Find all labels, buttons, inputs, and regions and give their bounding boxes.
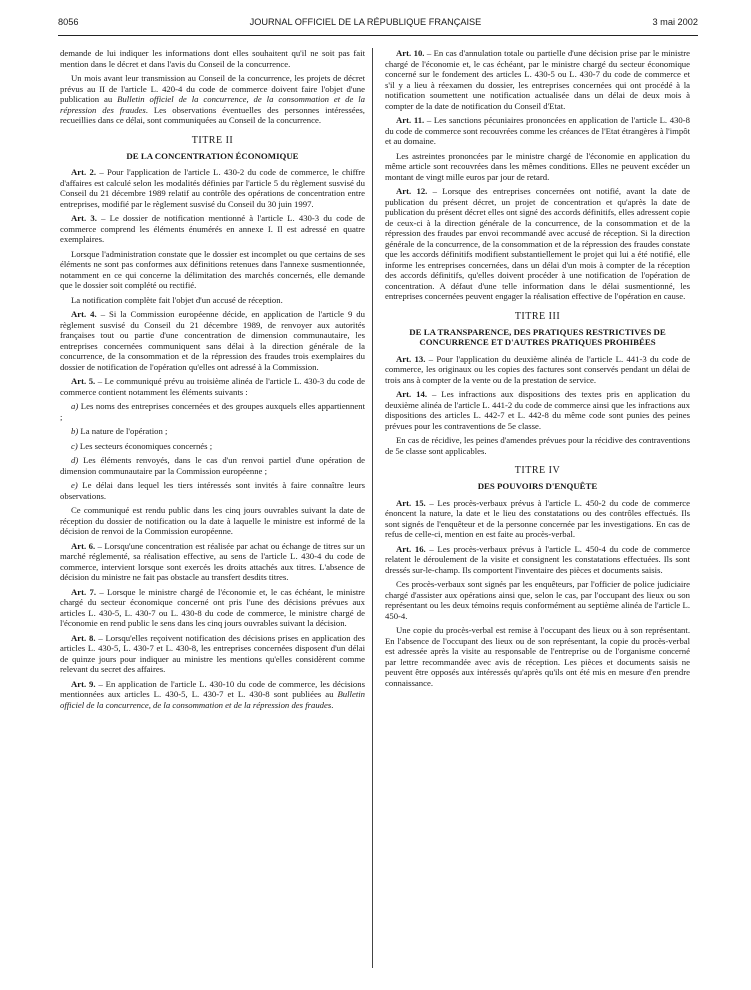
article-4: Art. 4. – Si la Commission européenne décide, en application de l'article 9 du règlement susvisé du Conseil du 21 décembre 1989, de renvoyer aux autorités françaises tout ou partie d'une concentration de dimension communautaire, les entreprises concernées communiquent sans délai à la direction générale de la concurrence, de la consommation et de la répression des fraudes trois exemplaires du dossier de notification de l'opération qu'elles ont adressé à la Commission. — [60, 309, 365, 372]
list-item: c) Les secteurs économiques concernés ; — [71, 440, 213, 451]
title-number: TITRE IV — [514, 465, 561, 476]
article-label: Art. 3. — [71, 213, 97, 223]
article-9: Art. 9. – En application de l'article L. 430-10 du code de commerce, les décisions mentionnées aux articles L. 430-5, L. 430-7 et L. 430-8 sont publiées au Bulletin officiel de la concurrence, de la consommation et de la répression des fraudes. — [60, 678, 365, 710]
article-label: Art. 15. — [396, 497, 426, 508]
article-10: Art. 10. – En cas d'annulation totale ou partielle d'une décision prise par le ministre chargé de l'économie et, le cas échéant, par le ministre chargé du secteur économique concerné sur le fondement des articles L. 430-5 ou L. 430-7 du code de commerce et s'il y a lieu à réexamen du dossier, les entreprises concernées qui ont procédé à la notification soumettent une notification actualisée dans un délai de deux mois à compter de la date de notification du Conseil d'Etat. — [385, 48, 690, 111]
article-label: Art. 7. — [71, 586, 97, 597]
article-label: Art. 14. — [396, 389, 428, 399]
list-item: e) Le délai dans lequel les tiers intéressés sont invités à faire connaître leurs observations. — [60, 480, 365, 501]
journal-title: JOURNAL OFFICIEL DE LA RÉPUBLIQUE FRANÇAISE — [249, 17, 482, 27]
article-label: Art. 6. — [71, 540, 96, 551]
paragraph: Les astreintes prononcées par le ministre chargé de l'économie en application du même article sont recouvrées dans les mêmes conditions. Elles ne peuvent excéder un montant de vingt mille euros par jour de retard. — [385, 150, 690, 182]
article-label: Art. 8. — [71, 632, 96, 643]
paragraph: Ce communiqué est rendu public dans les cinq jours ouvrables suivant la date de réception du dossier de notification ou la date à laquelle le ministre est informé de la décision de renvoi de la Commission européenne. — [60, 505, 365, 536]
list-item: b) La nature de l'opération ; — [71, 426, 168, 436]
right-column — [385, 48, 690, 978]
article-15: Art. 15. – Les procès-verbaux prévus à l'article L. 450-2 du code de commerce énoncent la nature, la date et le lieu des constatations ou des contrôles effectués. Ils sont signés de l'enquêteur et de la personne concernée par les investigations. En cas de refus de celle-ci, mention en est faite au procès-verbal. — [385, 497, 690, 539]
article-label: Art. 4. — [71, 309, 97, 319]
article-12: Art. 12. – Lorsque des entreprises concernées ont notifié, avant la date de publication du présent décret, un projet de concentration et qu'après la date de publication du présent décret elles ont signé des accords définitifs, elles adressent copie de ceux-ci à la direction générale de la concurrence, de la consommation et de la répression des fraudes par envoi recommandé avec accusé de réception. Si la direction générale de la concurrence, de la consommation et de la répression des fraudes constate que les accords définitifs modifient substantiellement le projet qui lui a été notifié, elle informe les entreprises concernées, dans un délai d'un mois à compter de la réception des accords définitifs, qu'elles doivent procéder à une notification de l'opération de concentration. A défaut d'une telle information dans le délai susmentionné, les entreprises concernées peuvent engager la réalisation effective de l'opération en cause. — [385, 186, 690, 301]
article-label: Art. 9. — [71, 678, 96, 689]
article-5: Art. 5. – Le communiqué prévu au troisième alinéa de l'article L. 430-3 du code de commerce contient notamment les éléments suivants : — [60, 376, 365, 397]
article-14: Art. 14. – Les infractions aux dispositions des textes pris en application du deuxième alinéa de l'article L. 441-2 du code de commerce ainsi que les infractions aux dispositions des articles L. 442-7 et L. 442-8 du même code sont punies des peines prévues pour les contraventions de 5e classe. — [385, 389, 690, 431]
paragraph: Ces procès-verbaux sont signés par les enquêteurs, par l'officier de police judiciaire chargé d'assister aux opérations ainsi que, selon le cas, par l'occupant des lieux ou son représentant ou les deux témoins requis conformément au septième alinéa de l'article L. 450-4. — [385, 579, 690, 621]
left-column — [60, 48, 365, 978]
paragraph: Lorsque l'administration constate que le dossier est incomplet ou que certains de ses éléments ne sont pas conformes aux définitions retenues dans l'annexe susmentionnée, notamment en ce qui concerne la délimitation des marchés concernés, elle demande que le dossier soit complété ou rectifié. — [60, 248, 365, 290]
page-number: 8056 — [58, 17, 79, 27]
article-label: Art. 10. — [396, 48, 425, 58]
article-label: Art. 11. — [396, 115, 425, 125]
paragraph: demande de lui indiquer les informations dont elles souhaitent qu'il ne soit pas fait mention dans le décret et dans l'avis du Conseil de la concurrence. — [60, 48, 365, 69]
article-13: Art. 13. – Pour l'application du deuxième alinéa de l'article L. 441-3 du code de commerce, les originaux ou les copies des factures sont conservés pendant un délai de trois ans à compter de la vente ou de la prestation de service. — [385, 353, 690, 385]
title-heading: DES POUVOIRS D'ENQUÊTE — [477, 481, 598, 491]
paragraph: Un mois avant leur transmission au Conseil de la concurrence, les projets de décret prévus au II de l'article L. 420-4 du code de commerce doivent faire l'objet d'une publication au Bulletin officiel de la concurrence, de la consommation et de la répression des fraudes. Les observations éventuelles des personnes intéressées, recueillies dans ce délai, sont communiquées au Conseil de la concurrence. — [60, 73, 365, 125]
title-number: TITRE III — [514, 310, 561, 322]
article-label: Art. 5. — [71, 376, 96, 386]
article-label: Art. 2. — [71, 167, 97, 177]
paragraph: Une copie du procès-verbal est remise à l'occupant des lieux ou à son représentant. En l'absence de l'occupant des lieux ou de son représentant, la copie du procès-verbal est adressée après la visite au responsable de l'entreprise ou de l'organisme concerné par lettre recommandée avec avis de réception. Les pièces et documents saisis ne peuvent être opposés aux intéressés qu'après qu'ils ont été mis en mesure d'en prendre connaissance. — [385, 625, 690, 688]
article-8: Art. 8. – Lorsqu'elles reçoivent notification des décisions prises en application des articles L. 430-5, L. 430-7 et L. 430-8, les entreprises concernées disposent d'un délai de quinze jours pour indiquer au ministre les mentions qu'elles considèrent comme relevant du secret des affaires. — [60, 632, 365, 674]
list-item: d) Les éléments renvoyés, dans le cas d'un renvoi partiel d'une opération de dimension communautaire par la Commission européenne ; — [60, 455, 365, 476]
paragraph: La notification complète fait l'objet d'un accusé de réception. — [71, 294, 283, 305]
article-3: Art. 3. – Le dossier de notification mentionné à l'article L. 430-3 du code de commerce comprend les éléments énumérés en annexe I. Il est adressé en quatre exemplaires. — [60, 213, 365, 244]
publication-date: 3 mai 2002 — [652, 17, 698, 27]
title-heading: DE LA CONCENTRATION ÉCONOMIQUE — [126, 150, 299, 161]
article-label: Art. 16. — [396, 543, 426, 554]
title-heading: DE LA TRANSPARENCE, DES PRATIQUES RESTRICTIVES DE CONCURRENCE ET D'AUTRES PRATIQUES PROHIBÉES — [409, 326, 666, 347]
list-item: a) Les noms des entreprises concernées et des groupes auxquels elles appartiennent ; — [60, 401, 365, 422]
article-11: Art. 11. – Les sanctions pécuniaires prononcées en application de l'article L. 430-8 du code de commerce sont recouvrées comme les créances de l'Etat étrangères à l'impôt et au domaine. — [385, 115, 690, 146]
article-6: Art. 6. – Lorsqu'une concentration est réalisée par achat ou échange de titres sur un marché réglementé, sa réalisation effective, au sens de l'article L. 430-4 du code de commerce, intervient lorsque sont exercés les droits attachés aux titres. L'absence de décision du ministre ne fait pas obstacle au transfert desdits titres. — [60, 540, 365, 582]
column-divider — [372, 48, 373, 968]
title-number: TITRE II — [191, 134, 234, 146]
article-16: Art. 16. – Les procès-verbaux prévus à l'article L. 450-4 du code de commerce relatent le déroulement de la visite et consignent les constatations effectuées. Ils sont dressés sur-le-champ. Ils comportent l'inventaire des pièces et documents saisis. — [385, 543, 690, 575]
article-label: Art. 12. — [396, 186, 428, 196]
paragraph: En cas de récidive, les peines d'amendes prévues pour la récidive des contraventions de 5e classe sont applicables. — [385, 435, 690, 456]
article-2: Art. 2. – Pour l'application de l'article L. 430-2 du code de commerce, le chiffre d'affaires est calculé selon les modalités définies par l'article 5 du règlement susvisé du Conseil du 21 décembre 1989 relatif au contrôle des opérations de concentration entre entreprises, modifié par le règlement susvisé du Conseil du 30 juin 1997. — [60, 167, 365, 209]
page-header — [58, 17, 698, 36]
article-7: Art. 7. – Lorsque le ministre chargé de l'économie et, le cas échéant, le ministre chargé du secteur économique concerné ont pris l'une des décisions prévues aux articles L. 430-5, L. 430-7 ou L. 430-8 du code de commerce, le ministre chargé de l'économie en rend public le sens dans les cinq jours ouvrables suivant la décision. — [60, 586, 365, 628]
article-label: Art. 13. — [396, 353, 426, 364]
